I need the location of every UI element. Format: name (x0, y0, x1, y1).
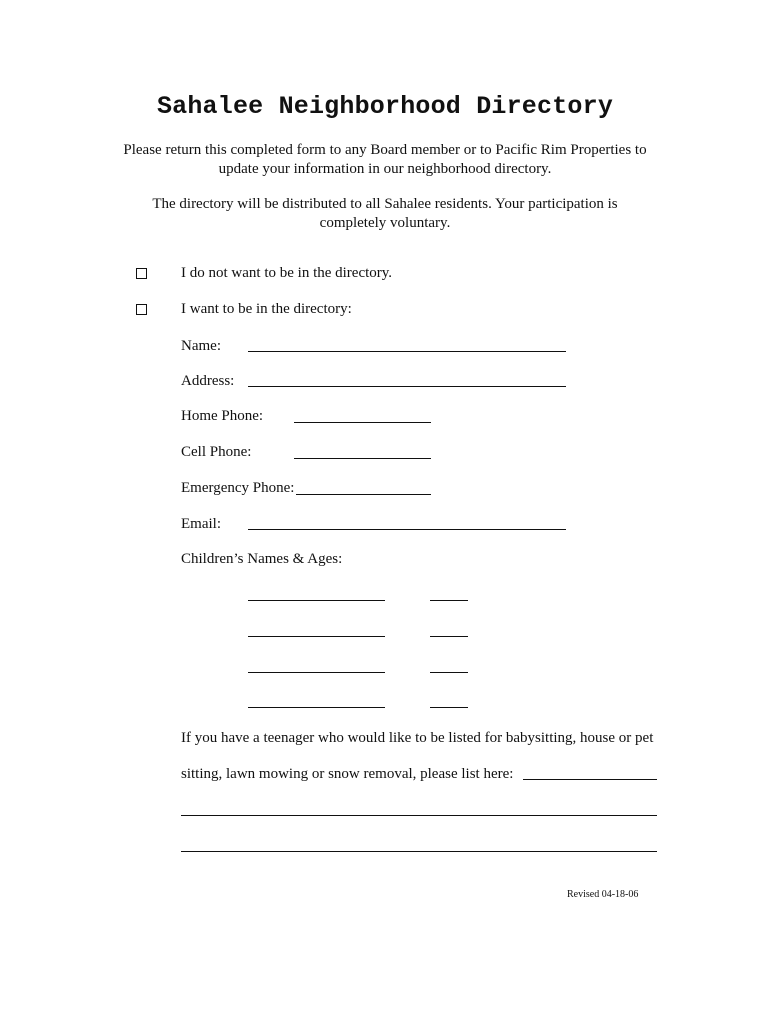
child-name-field[interactable] (248, 600, 385, 601)
child-age-field[interactable] (430, 672, 468, 673)
teen-instructions-line-1: If you have a teenager who would like to be listed for babysitting, house or pet (181, 730, 654, 746)
address-field[interactable] (248, 386, 566, 387)
home-phone-label: Home Phone: (181, 408, 264, 424)
email-field[interactable] (248, 529, 566, 530)
address-label: Address: (181, 373, 235, 389)
teen-field-line[interactable] (181, 851, 657, 852)
teen-field-line[interactable] (181, 815, 657, 816)
opt-in-checkbox[interactable] (136, 304, 147, 315)
children-label: Children’s Names & Ages: (181, 551, 343, 567)
intro-line-2: update your information in our neighborhood directory. (218, 161, 552, 177)
opt-in-label: I want to be in the directory: (181, 301, 352, 317)
page-title: Sahalee Neighborhood Directory (156, 92, 614, 121)
teen-inline-field[interactable] (523, 779, 657, 780)
opt-out-checkbox[interactable] (136, 268, 147, 279)
home-phone-field[interactable] (294, 422, 431, 423)
emergency-phone-field[interactable] (296, 494, 431, 495)
child-age-field[interactable] (430, 600, 468, 601)
teen-instructions-line-2: sitting, lawn mowing or snow removal, please list here: (181, 766, 514, 782)
email-label: Email: (181, 516, 221, 532)
child-age-field[interactable] (430, 636, 468, 637)
name-field[interactable] (248, 351, 566, 352)
opt-out-label: I do not want to be in the directory. (181, 265, 393, 281)
intro-paragraph (110, 141, 660, 179)
child-name-field[interactable] (248, 707, 385, 708)
distribution-paragraph (110, 195, 660, 233)
distribution-line-2: completely voluntary. (319, 215, 451, 231)
intro-line-1: Please return this completed form to any Board member or to Pacific Rim Properties to (123, 142, 647, 158)
opt-in-option[interactable] (136, 301, 352, 317)
emergency-phone-label: Emergency Phone: (181, 480, 295, 496)
cell-phone-label: Cell Phone: (181, 444, 252, 460)
child-name-field[interactable] (248, 636, 385, 637)
child-age-field[interactable] (430, 707, 468, 708)
revision-note: Revised 04-18-06 (567, 889, 639, 900)
opt-out-option[interactable] (136, 265, 393, 281)
child-name-field[interactable] (248, 672, 385, 673)
cell-phone-field[interactable] (294, 458, 431, 459)
name-label: Name: (181, 338, 221, 354)
distribution-line-1: The directory will be distributed to all Sahalee residents. Your participation is (152, 196, 618, 212)
